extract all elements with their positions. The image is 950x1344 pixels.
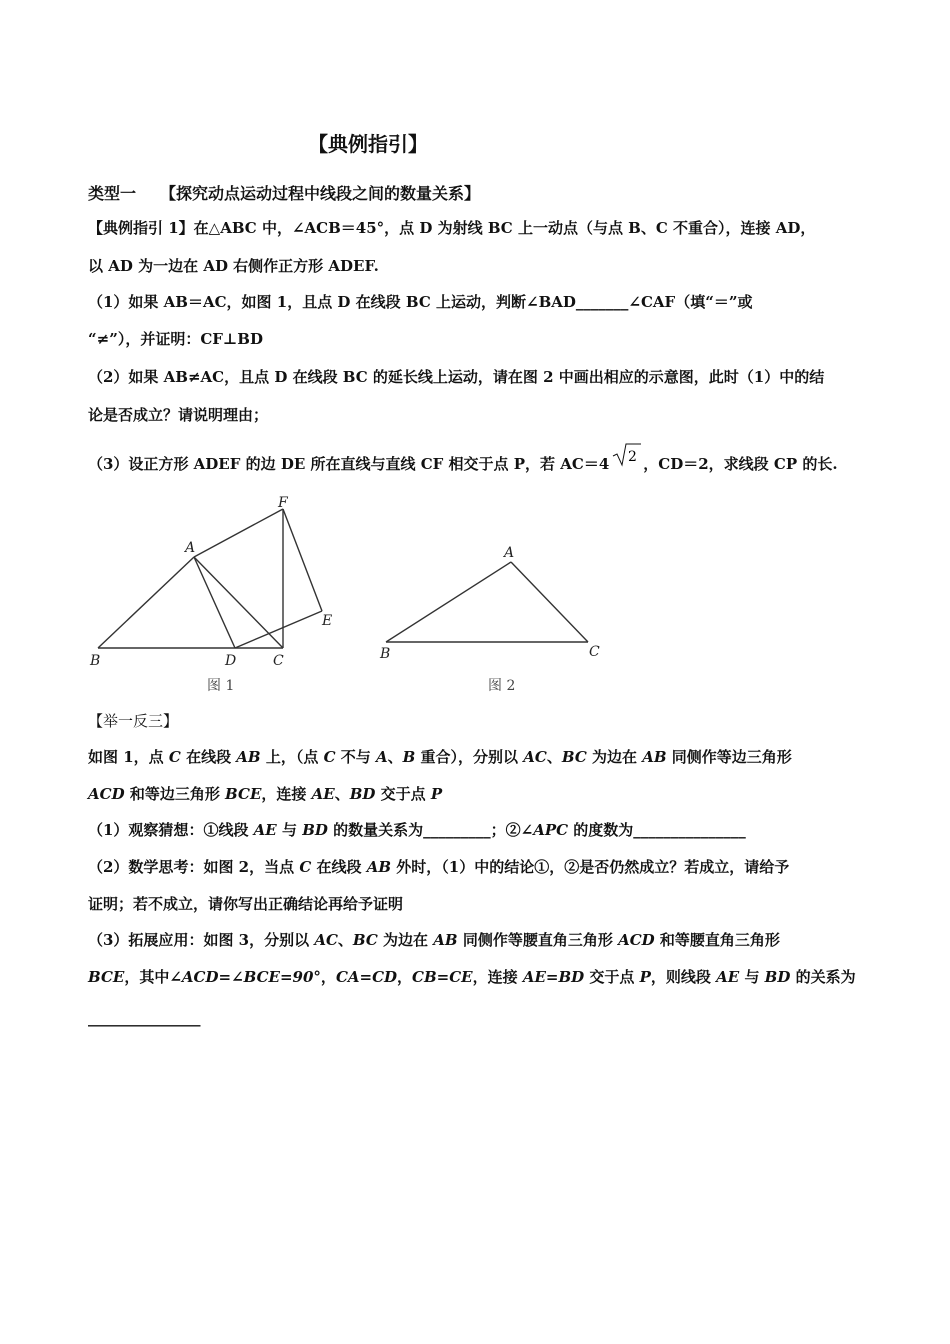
text: 与 <box>276 821 303 839</box>
text: 和等边三角形 <box>124 785 226 803</box>
math-var: BD <box>302 821 328 839</box>
fig1-label-a: A <box>185 540 196 556</box>
example-line-2: 以 AD 为一边在 AD 右侧作正方形 ADEF. <box>88 257 379 275</box>
type-heading <box>88 181 480 204</box>
math-var: C <box>299 858 312 876</box>
fig1-label-c: C <box>273 653 284 669</box>
text: 的度数为_______________ <box>568 821 746 839</box>
math-var: AE <box>253 821 277 839</box>
segment-ab <box>98 557 194 648</box>
math-var: AE=BD <box>522 968 585 986</box>
fig1-caption: 图 1 <box>207 678 235 694</box>
math-var: BCE=90° <box>243 968 321 986</box>
math-var: CA=CD <box>335 968 398 986</box>
text: 、 <box>546 748 562 766</box>
example-q3-line <box>88 451 838 474</box>
fig1-label-b: B <box>90 653 101 669</box>
text: 重合），分别以 <box>415 748 524 766</box>
text: 的关系为 <box>790 968 856 986</box>
text: ，则线段 <box>650 968 717 986</box>
math-var: A <box>375 748 388 766</box>
text: 在线段 <box>180 748 237 766</box>
type-topic: 【探究动点运动过程中线段之间的数量关系】 <box>160 184 481 203</box>
figure-2 <box>370 540 620 700</box>
sqrt-expression <box>609 451 643 471</box>
text: ， <box>397 968 413 986</box>
math-var: AB <box>236 748 261 766</box>
text: 交于点 <box>375 785 431 803</box>
text: （3）拓展应用：如图 3，分别以 <box>88 931 315 949</box>
math-var: BCE <box>88 968 125 986</box>
math-var: BC <box>561 748 587 766</box>
math-var: C <box>323 748 336 766</box>
example-q1-line-1: （1）如果 AB＝AC，如图 1，且点 D 在线段 BC 上运动，判断∠BAD_______∠CAF（填“＝”或 <box>88 293 753 311</box>
text: 外时，（1）中的结论①，②是否仍然成立？若成立，请给予 <box>391 858 790 876</box>
text: 、 <box>387 748 403 766</box>
math-var: AE <box>311 785 335 803</box>
text: ，连接 <box>472 968 523 986</box>
text: 同侧作等边三角形 <box>666 748 792 766</box>
practice-q2-line-2: 证明；若不成立，请你写出正确结论再给予证明 <box>88 895 404 913</box>
text: 同侧作等腰直角三角形 <box>457 931 619 949</box>
text: ，其中∠ <box>124 968 182 986</box>
sqrt-radicand: 2 <box>628 449 638 465</box>
practice-q3-answer-blank: _______________ <box>88 1009 201 1027</box>
math-var: AC <box>314 931 338 949</box>
practice-q2-line-1 <box>88 857 789 877</box>
math-var: BD <box>349 785 376 803</box>
text: 为边在 <box>586 748 643 766</box>
segment-fe <box>283 509 322 611</box>
math-var: P <box>430 785 443 803</box>
math-var: AC <box>523 748 547 766</box>
example-q3-after: ，CD＝2，求线段 CP 的长. <box>643 455 838 473</box>
text: 交于点 <box>584 968 640 986</box>
math-var: B <box>402 748 416 766</box>
text: 与 <box>739 968 765 986</box>
practice-intro-line-2 <box>88 784 442 804</box>
example-text-1: 在△ABC 中，∠ACB＝45°，点 D 为射线 BC 上一动点（与点 B、C 不重合），连接 AD， <box>193 219 816 237</box>
fig2-label-a: A <box>504 545 515 561</box>
math-var: CB=CE <box>412 968 473 986</box>
fig2-segment-ac <box>511 562 588 642</box>
math-var: ACD <box>88 785 125 803</box>
example-q2-line-1: （2）如果 AB≠AC，且点 D 在线段 BC 的延长线上运动，请在图 2 中画出相应的示意图，此时（1）中的结 <box>88 368 825 386</box>
practice-label: 【举一反三】 <box>88 712 179 730</box>
text: 和等腰直角三角形 <box>654 931 780 949</box>
math-var: AB <box>433 931 458 949</box>
practice-intro-line-1 <box>88 747 792 767</box>
text: 在线段 <box>311 858 367 876</box>
example-q2-line-2: 论是否成立？请说明理由； <box>88 406 269 424</box>
text: 为边在 <box>377 931 434 949</box>
text: 不与 <box>335 748 376 766</box>
text: 、 <box>334 785 350 803</box>
math-var: BC <box>352 931 378 949</box>
math-var: ACD= <box>181 968 232 986</box>
practice-q3-line-1 <box>88 930 780 950</box>
text: ，连接 <box>261 785 312 803</box>
text: ， <box>320 968 336 986</box>
segment-af <box>194 509 283 557</box>
fig1-label-e: E <box>322 613 333 629</box>
fig1-label-d: D <box>225 653 237 669</box>
sqrt-sign-icon <box>609 441 643 467</box>
text: （2）数学思考：如图 2，当点 <box>88 858 300 876</box>
text: 的数量关系为_________；②∠ <box>327 821 534 839</box>
math-var: ACD <box>618 931 655 949</box>
math-var: AE <box>716 968 740 986</box>
page-title: 【典例指引】 <box>308 132 428 156</box>
example-label: 【典例指引 1】 <box>88 219 194 237</box>
text: ∠ <box>231 968 244 986</box>
type-label: 类型一 <box>88 184 137 203</box>
fig2-segment-ab <box>386 562 511 642</box>
math-var: BCE <box>225 785 262 803</box>
fig2-label-c: C <box>589 644 600 660</box>
text: 上，（点 <box>260 748 324 766</box>
example-line-1 <box>88 218 815 238</box>
fig2-label-b: B <box>380 646 391 662</box>
example-q3-before: （3）设正方形 ADEF 的边 DE 所在直线与直线 CF 相交于点 P，若 AC＝4 <box>88 455 610 473</box>
segment-ad <box>194 557 235 648</box>
text: 如图 1，点 <box>88 748 169 766</box>
fig2-caption: 图 2 <box>488 678 516 694</box>
math-var: AB <box>642 748 667 766</box>
practice-q1-line <box>88 820 746 840</box>
practice-q3-line-2 <box>88 967 856 987</box>
text: （1）观察猜想：①线段 <box>88 821 254 839</box>
segment-ac <box>194 557 283 648</box>
figure-1 <box>80 490 350 700</box>
math-var: APC <box>533 821 569 839</box>
fig1-label-f: F <box>278 495 288 511</box>
math-var: AB <box>366 858 392 876</box>
math-var: BD <box>764 968 791 986</box>
text: 、 <box>337 931 353 949</box>
math-var: C <box>168 748 181 766</box>
math-var: P <box>639 968 651 986</box>
example-q1-line-2: “≠”），并证明：CF⊥BD <box>88 330 263 348</box>
